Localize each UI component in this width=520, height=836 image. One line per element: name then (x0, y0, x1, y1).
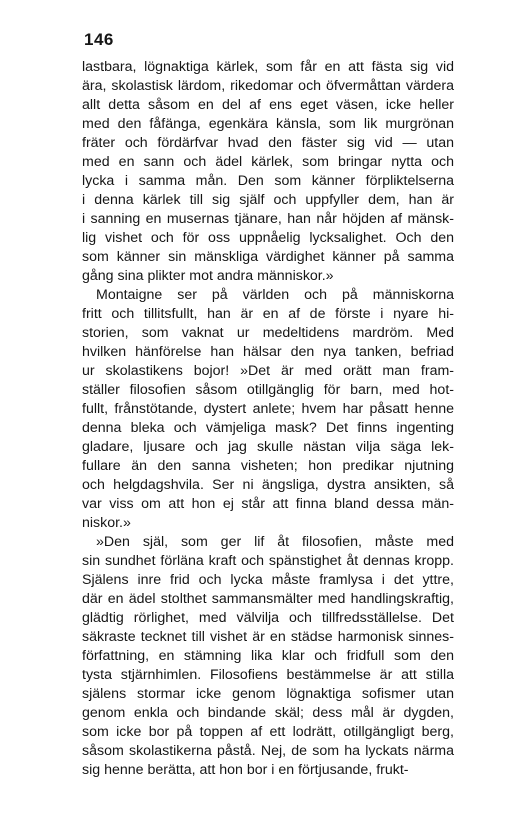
text-line: lig vishet och för oss uppnåelig lycksalighet. Och den (82, 230, 454, 246)
text-line: ära, skolastisk lärdom, rikedomar och öfvermåttan värdera (82, 78, 454, 94)
text-line: lycka i samma mån. Den som känner förpliktelserna (82, 173, 454, 189)
text-line: med den fåfänga, egenkära känsla, som lik murgrönan (82, 116, 454, 132)
text-line: var viss om att hon ej står att finna bland dessa män- (82, 496, 454, 512)
text-line: och helgdagshvila. Ser ni ängsliga, dystra ansikten, så (82, 477, 454, 493)
text-line: »Den själ, som ger lif åt filosofien, måste med (96, 534, 454, 550)
paragraph (82, 286, 454, 533)
text-line: sin sundhet förläna kraft och spänstighet åt dennas kropp. (82, 553, 454, 569)
text-line: denna bleka och vämjeliga mask? Det finns ingenting (82, 420, 454, 436)
text-line: genom enkla och bindande skäl; dess mål är dygden, (82, 705, 454, 721)
text-line: där en ädel stolthet sammansmälter med handlingskraftig, (82, 591, 454, 607)
text-line: säkraste tecknet till vishet är en städse harmonisk sinnes- (82, 629, 454, 645)
text-line: Montaigne ser på världen och på människorna (96, 287, 454, 303)
text-line: tysta stjärnhimlen. Filosofiens bestämmelse är att stilla (82, 667, 454, 683)
page-number: 146 (84, 30, 114, 49)
text-line: såsom skolastikerna påstå. Nej, de som ha lyckats närma (82, 743, 454, 759)
text-line: niskor.» (82, 515, 131, 531)
text-line: storien, som vaknat ur medeltidens mardröm. Med (82, 325, 454, 341)
body-text (82, 58, 454, 780)
text-line: hvilken hänförelse han hälsar den nya tanken, befriad (82, 344, 454, 360)
text-line: gladare, ljusare och jag skulle nästan vilja säga lek- (82, 439, 454, 455)
text-line: i denna kärlek till sig själf och uppfyller dem, han är (82, 192, 454, 208)
text-line: i sanning en musernas tjänare, han når höjden af mänsk- (82, 211, 454, 227)
text-line: lastbara, lögnaktiga kärlek, som får en att fästa sig vid (82, 59, 454, 75)
text-line: själens stormar icke genom lögnaktiga sofismer utan (82, 686, 454, 702)
text-line: sig henne berätta, att hon bor i en förtjusande, frukt- (82, 762, 409, 778)
text-line: som icke bor på toppen af ett lodrätt, otillgängligt berg, (82, 724, 454, 740)
text-line: gång sina plikter mot andra människor.» (82, 268, 334, 284)
text-line: författning, en stämning lika klar och fridfull som den (82, 648, 454, 664)
text-line: med en sann och ädel kärlek, som bringar nytta och (82, 154, 454, 170)
text-line: glädtig rörlighet, med välvilja och tillfredsställelse. Det (82, 610, 454, 626)
paragraph (82, 533, 454, 780)
text-line: Själens inre frid och lycka måste framlysa i det yttre, (82, 572, 454, 588)
text-line: fullt, frånstötande, dystert anlete; hvem har påsatt henne (82, 401, 454, 417)
text-line: som känner sin mänskliga värdighet känner på samma (82, 249, 454, 265)
paragraph (82, 58, 454, 286)
text-line: fräter och fördärfvar hvad den fäster sig vid — utan (82, 135, 454, 151)
text-line: allt detta såsom en del af ens eget väsen, icke heller (82, 97, 454, 113)
text-line: fritt och tillitsfullt, han är en af de förste i nyare hi- (82, 306, 454, 322)
text-line: fullare än den sanna visheten; hon predikar njutning (82, 458, 454, 474)
text-line: ur skolastikens bojor! »Det är med orätt man fram- (82, 363, 454, 379)
text-line: ställer filosofien såsom otillgänglig för barn, med hot- (82, 382, 454, 398)
